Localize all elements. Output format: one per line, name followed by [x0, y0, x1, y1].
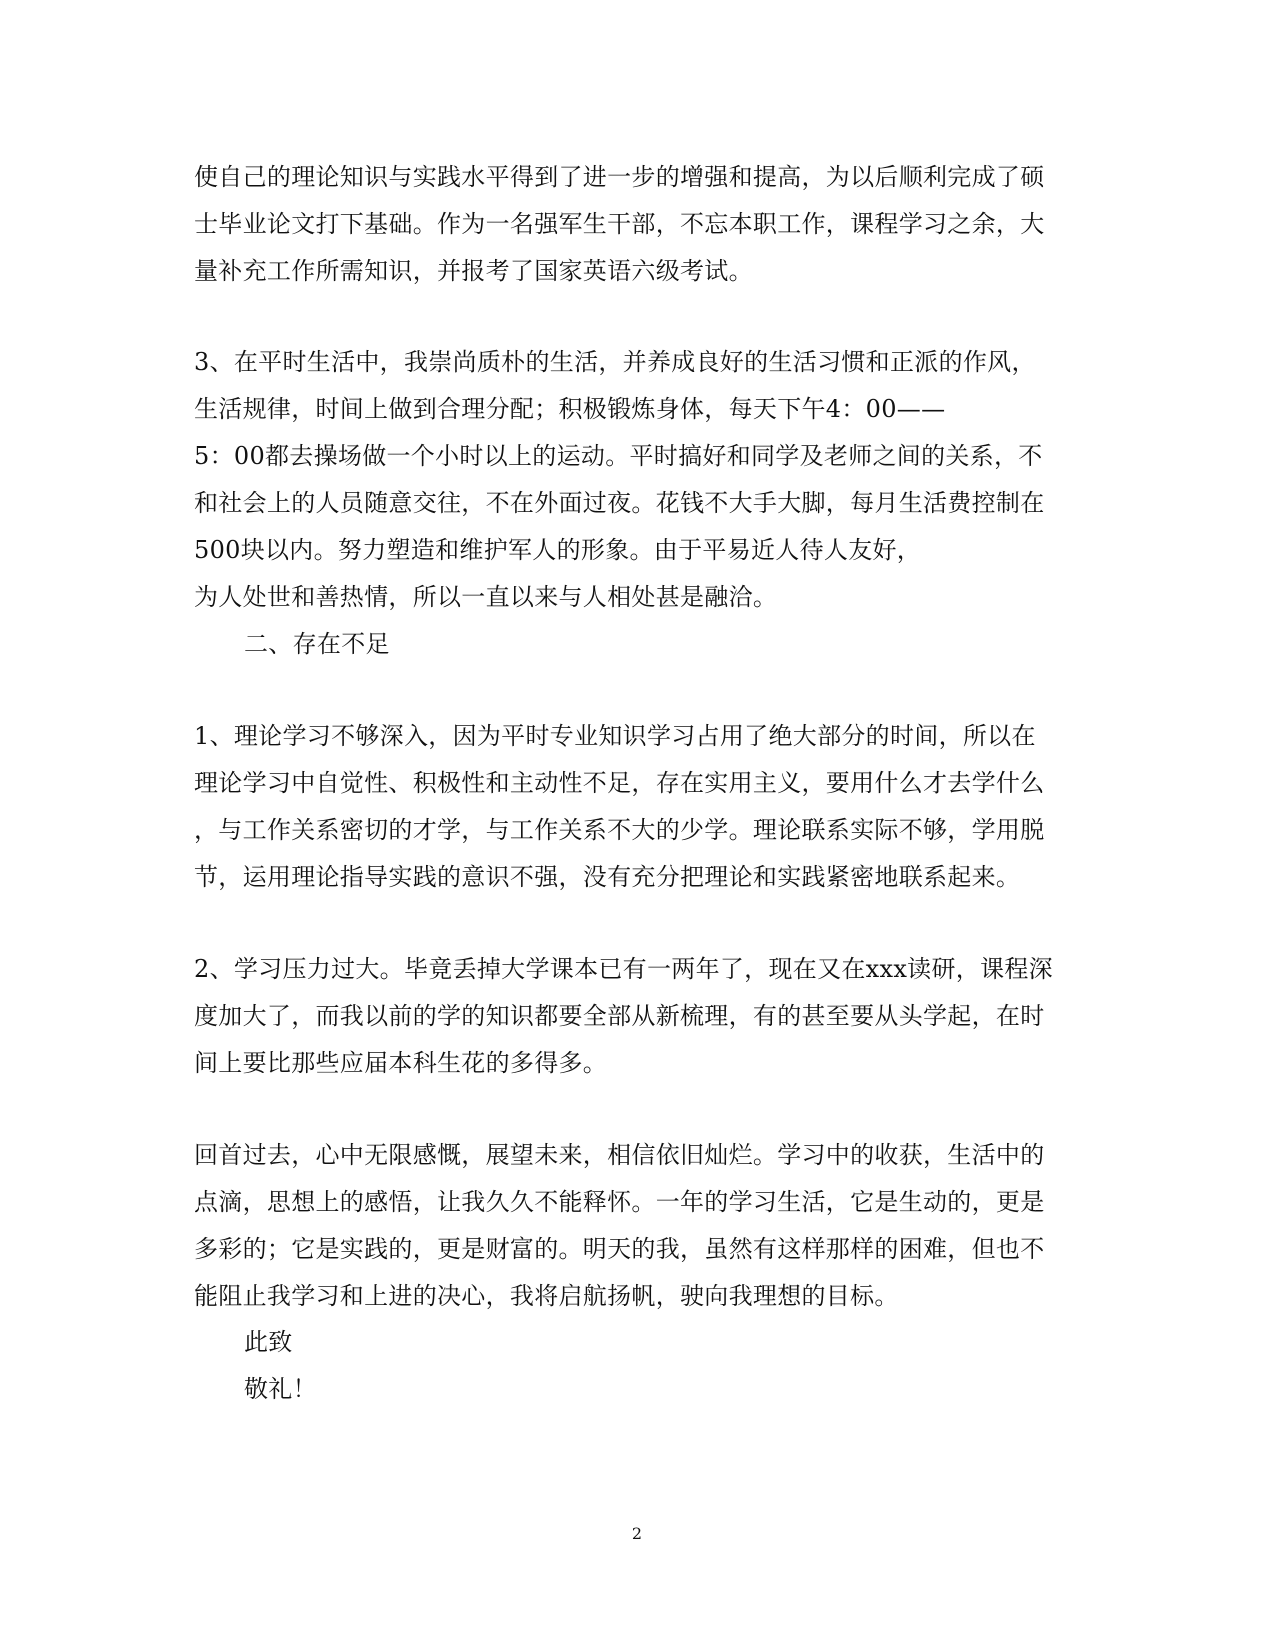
closing-regards: 敬礼！	[244, 1375, 317, 1403]
paragraph-line: 3、在平时生活中，我崇尚质朴的生活，并养成良好的生活习惯和正派的作风，	[194, 348, 1036, 376]
paragraph-line: 点滴，思想上的感悟，让我久久不能释怀。一年的学习生活，它是生动的，更是	[194, 1188, 1045, 1216]
paragraph-line: 量补充工作所需知识，并报考了国家英语六级考试。	[194, 257, 753, 285]
paragraph-line: 为人处世和善热情，所以一直以来与人相处甚是融洽。	[194, 583, 778, 611]
paragraph-line: 和社会上的人员随意交往，不在外面过夜。花钱不大手大脚，每月生活费控制在	[194, 489, 1045, 517]
paragraph-line: 能阻止我学习和上进的决心，我将启航扬帆，驶向我理想的目标。	[194, 1282, 899, 1310]
paragraph-line: 2、学习压力过大。毕竟丢掉大学课本已有一两年了，现在又在xxx读研，课程深	[194, 955, 1053, 983]
paragraph-line: 节，运用理论指导实践的意识不强，没有充分把理论和实践紧密地联系起来。	[194, 863, 1021, 891]
paragraph-line: 多彩的；它是实践的，更是财富的。明天的我，虽然有这样那样的困难，但也不	[194, 1235, 1045, 1263]
paragraph-line: 理论学习中自觉性、积极性和主动性不足，存在实用主义，要用什么才去学什么	[194, 769, 1045, 797]
closing-salutation: 此致	[244, 1328, 293, 1356]
page-number: 2	[631, 1524, 643, 1543]
paragraph-line: 间上要比那些应届本科生花的多得多。	[194, 1049, 608, 1077]
paragraph-line: 度加大了，而我以前的学的知识都要全部从新梳理，有的甚至要从头学起，在时	[194, 1002, 1045, 1030]
paragraph-line: 生活规律，时间上做到合理分配；积极锻炼身体，每天下午4：00——	[194, 395, 946, 423]
paragraph-line: 士毕业论文打下基础。作为一名强军生干部，不忘本职工作，课程学习之余，大	[194, 210, 1045, 238]
paragraph-line: ，与工作关系密切的才学，与工作关系不大的少学。理论联系实际不够，学用脱	[194, 816, 1045, 844]
paragraph-line: 500块以内。努力塑造和维护军人的形象。由于平易近人待人友好，	[194, 536, 922, 564]
paragraph-line: 5：00都去操场做一个小时以上的运动。平时搞好和同学及老师之间的关系，不	[194, 442, 1043, 470]
paragraph-line: 使自己的理论知识与实践水平得到了进一步的增强和提高，为以后顺利完成了硕	[194, 163, 1045, 191]
paragraph-line: 1、理论学习不够深入，因为平时专业知识学习占用了绝大部分的时间，所以在	[194, 722, 1036, 750]
paragraph-line: 回首过去，心中无限感慨，展望未来，相信依旧灿烂。学习中的收获，生活中的	[194, 1141, 1045, 1169]
section-heading: 二、存在不足	[244, 630, 390, 658]
